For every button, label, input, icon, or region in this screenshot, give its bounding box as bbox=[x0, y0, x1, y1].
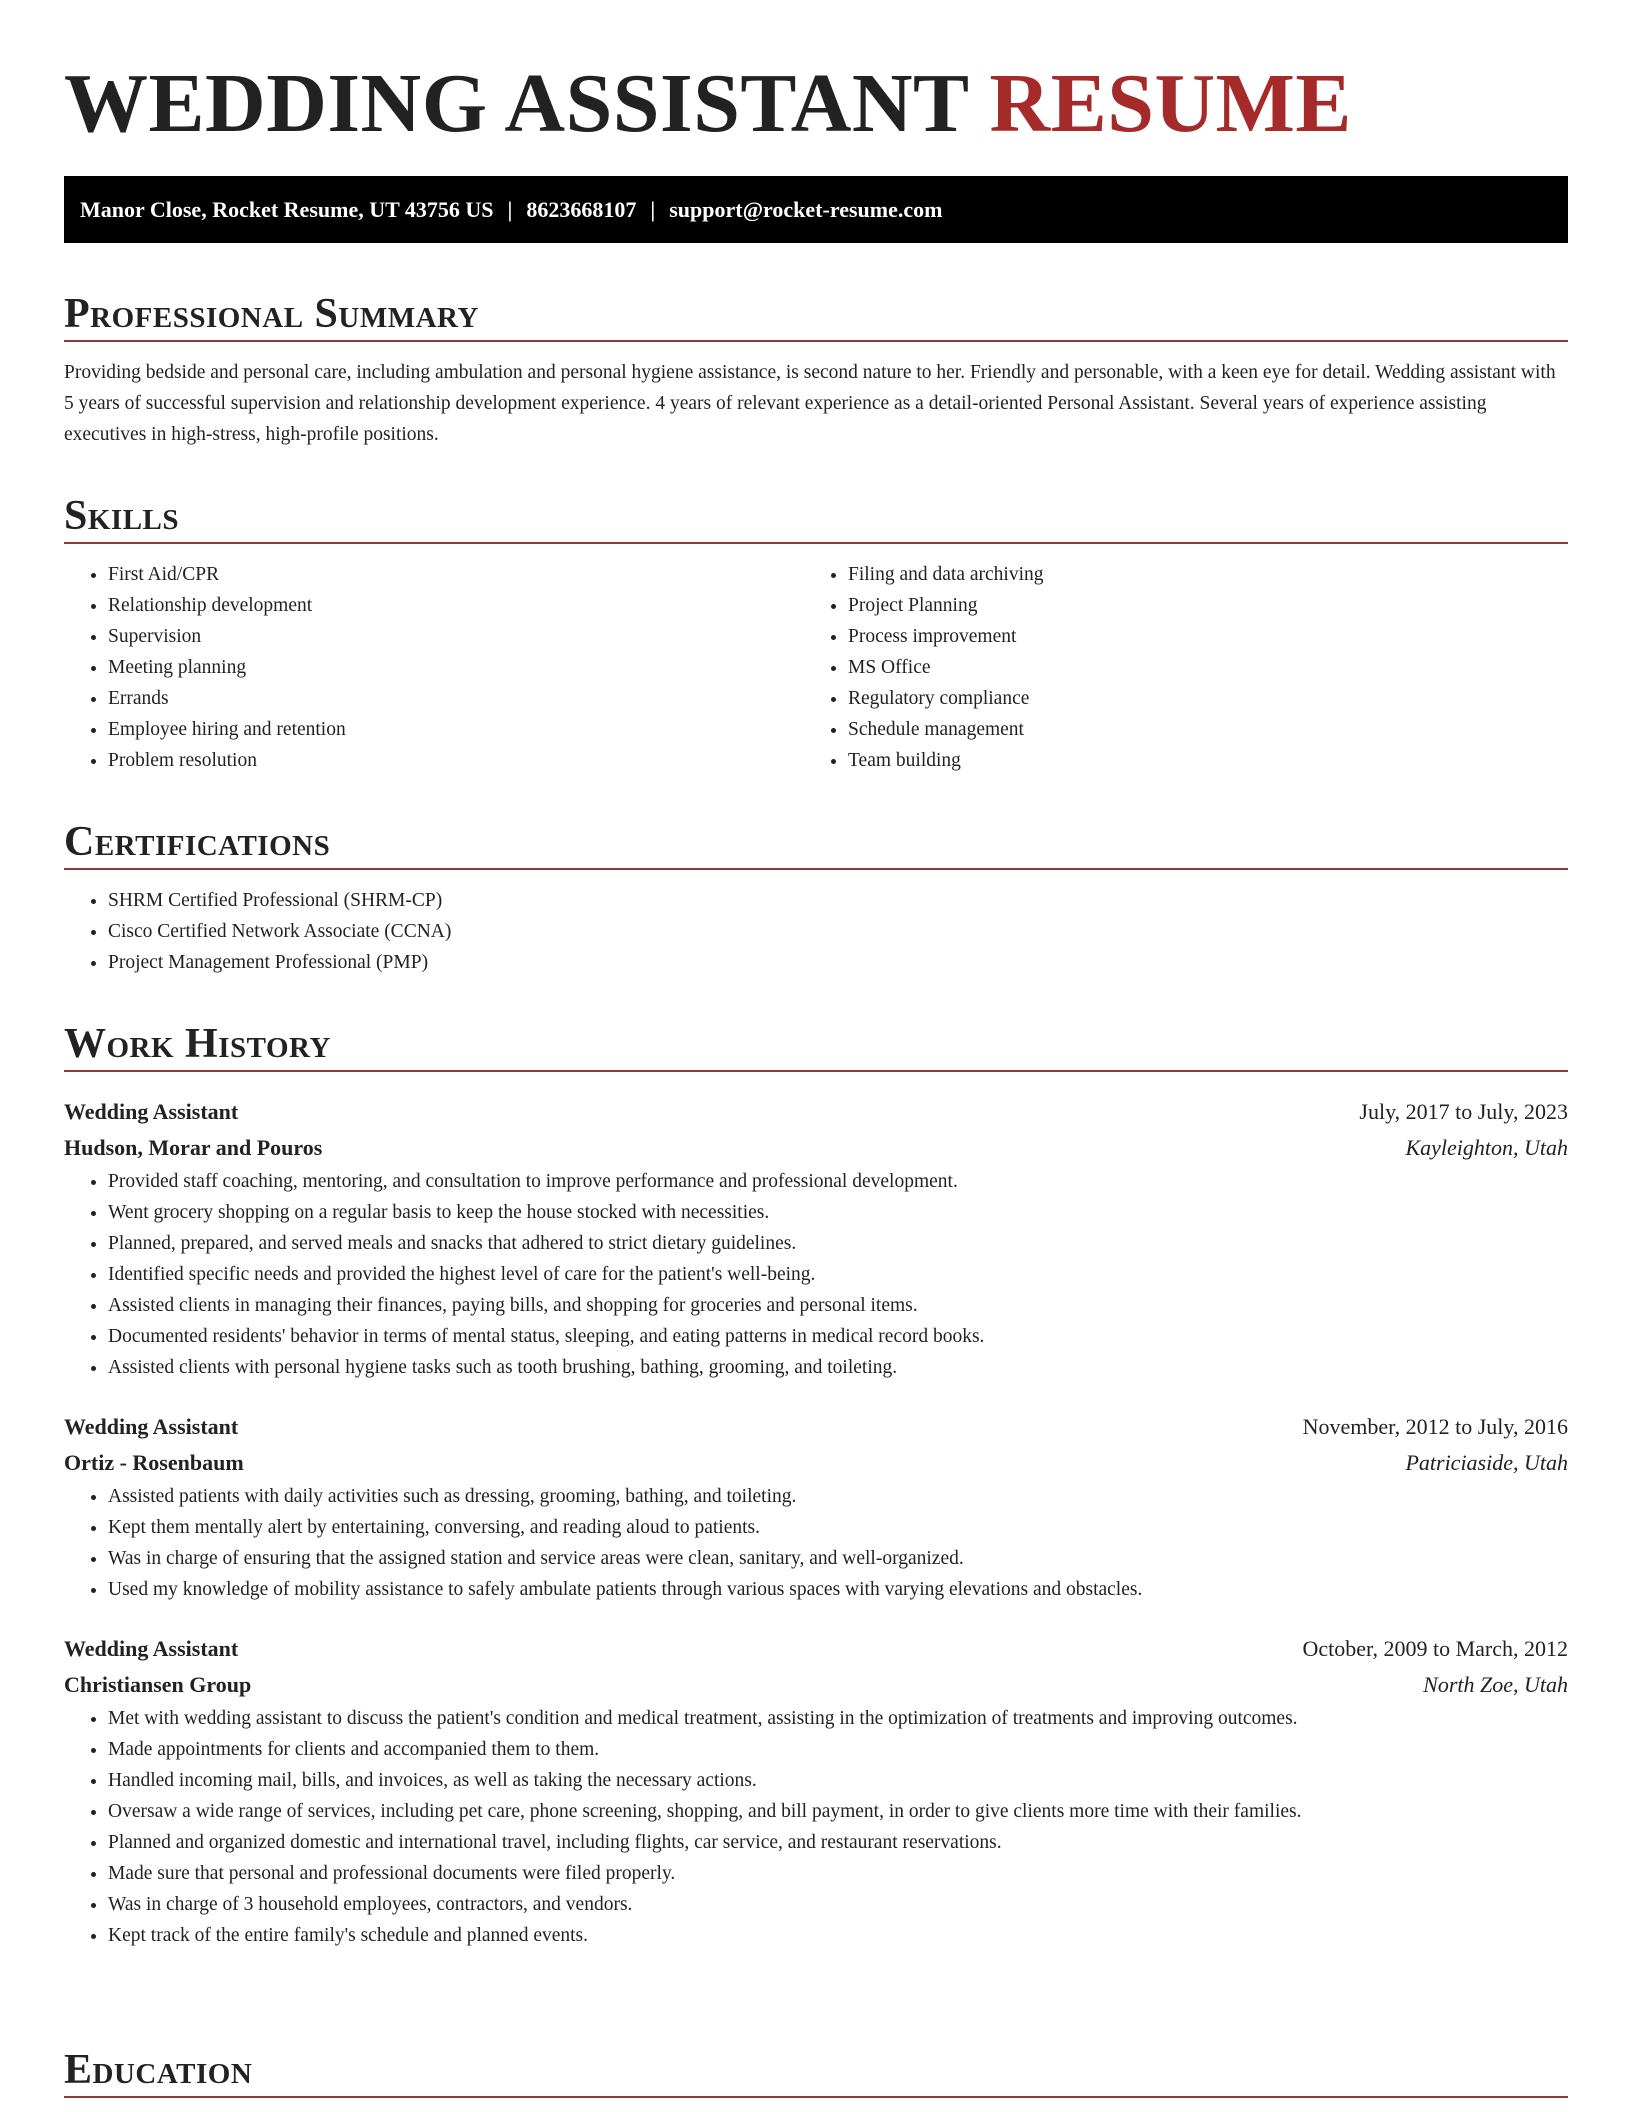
section-heading-work-history: Work History bbox=[64, 1021, 331, 1067]
contact-bar bbox=[64, 176, 1568, 243]
skill-item: • Filing and data archiving bbox=[848, 559, 1544, 590]
summary-text: Providing bedside and personal care, including ambulation and personal hygiene assistance, is second nature to her. Friendly and personable, with a keen eye for detail. Wedding assistant with 5 years of successful supervision and relationship development experience. 4 years of relevant experience as a detail-oriented Personal Assistant. Several years of experience assisting executives in high-stress, high-profile positions. bbox=[64, 362, 1556, 445]
section-divider bbox=[64, 2096, 1568, 2098]
job-company-row bbox=[64, 1130, 1568, 1166]
skill-item: • Supervision bbox=[108, 621, 804, 652]
job-bullet-list bbox=[64, 1166, 1568, 1383]
section-divider bbox=[64, 340, 1568, 342]
job-bullet: • Used my knowledge of mobility assistance to safely ambulate patients through various spaces with varying elevations and obstacles. bbox=[108, 1574, 1568, 1605]
job-title: Wedding Assistant bbox=[64, 1414, 239, 1439]
job-bullet: • Provided staff coaching, mentoring, and consultation to improve performance and professional development. bbox=[108, 1166, 1568, 1197]
education-section bbox=[64, 2044, 1568, 2098]
job-title: Wedding Assistant bbox=[64, 1636, 239, 1661]
job-bullet: • Oversaw a wide range of services, including pet care, phone screening, shopping, and bill payment, in order to give clients more time with their families. bbox=[108, 1796, 1568, 1827]
certification-item: • SHRM Certified Professional (SHRM-CP) bbox=[108, 885, 1568, 916]
contact-phone[interactable]: 8623668107 bbox=[526, 197, 637, 222]
skill-item: • Meeting planning bbox=[108, 652, 804, 683]
skills-grid bbox=[64, 559, 1568, 776]
section-heading-summary: Professional Summary bbox=[64, 291, 479, 337]
section-heading-skills: Skills bbox=[64, 493, 180, 539]
job-bullet: • Made sure that personal and professional documents were filed properly. bbox=[108, 1858, 1568, 1889]
job-title-row bbox=[64, 1631, 1568, 1667]
job-title: Wedding Assistant bbox=[64, 1099, 239, 1124]
section-divider bbox=[64, 1070, 1568, 1072]
job-bullet: • Identified specific needs and provided the highest level of care for the patient's well-being. bbox=[108, 1259, 1568, 1290]
contact-address: Manor Close, Rocket Resume, UT 43756 US bbox=[80, 197, 494, 222]
skills-column-left bbox=[64, 559, 804, 776]
skill-item: • Employee hiring and retention bbox=[108, 714, 804, 745]
job-bullet: • Kept them mentally alert by entertaining, conversing, and reading aloud to patients. bbox=[108, 1512, 1568, 1543]
section-heading-education: Education bbox=[64, 2047, 253, 2093]
skill-item: • Process improvement bbox=[848, 621, 1544, 652]
job-bullet: • Was in charge of 3 household employees, contractors, and vendors. bbox=[108, 1889, 1568, 1920]
job-title-row bbox=[64, 1409, 1568, 1445]
job-bullet: • Assisted clients with personal hygiene tasks such as tooth brushing, bathing, grooming, and toileting. bbox=[108, 1352, 1568, 1383]
certification-item: • Cisco Certified Network Associate (CCNA) bbox=[108, 916, 1568, 947]
job-company: Hudson, Morar and Pouros bbox=[64, 1135, 323, 1160]
job-bullet-list bbox=[64, 1703, 1568, 1951]
job-entry bbox=[64, 1631, 1568, 1951]
title-accent: RESUME bbox=[989, 57, 1352, 150]
skill-item: • Problem resolution bbox=[108, 745, 804, 776]
summary-section bbox=[64, 288, 1568, 450]
skill-item: • Relationship development bbox=[108, 590, 804, 621]
job-location: Patriciaside, Utah bbox=[1405, 1450, 1568, 1475]
job-entry bbox=[64, 1409, 1568, 1605]
job-bullet: • Documented residents' behavior in terms of mental status, sleeping, and eating patterns in medical record books. bbox=[108, 1321, 1568, 1352]
section-divider bbox=[64, 542, 1568, 544]
job-bullet: • Planned, prepared, and served meals and snacks that adhered to strict dietary guidelines. bbox=[108, 1228, 1568, 1259]
job-title-row bbox=[64, 1094, 1568, 1130]
job-location: Kayleighton, Utah bbox=[1405, 1135, 1568, 1160]
job-entry bbox=[64, 1094, 1568, 1383]
skill-item: • Team building bbox=[848, 745, 1544, 776]
jobs-list bbox=[64, 1094, 1568, 1951]
section-divider bbox=[64, 868, 1568, 870]
certifications-list bbox=[64, 885, 1568, 978]
skill-item: • Project Planning bbox=[848, 590, 1544, 621]
title-main: WEDDING ASSISTANT bbox=[64, 57, 969, 150]
job-bullet: • Was in charge of ensuring that the assigned station and service areas were clean, sanitary, and well-organized. bbox=[108, 1543, 1568, 1574]
job-bullet: • Went grocery shopping on a regular basis to keep the house stocked with necessities. bbox=[108, 1197, 1568, 1228]
skill-item: • Errands bbox=[108, 683, 804, 714]
section-heading-certifications: Certifications bbox=[64, 819, 331, 865]
work-history-section bbox=[64, 1018, 1568, 1951]
job-bullet: • Kept track of the entire family's schedule and planned events. bbox=[108, 1920, 1568, 1951]
job-dates: October, 2009 to March, 2012 bbox=[1302, 1636, 1568, 1661]
job-location: North Zoe, Utah bbox=[1423, 1672, 1568, 1697]
skill-item: • Regulatory compliance bbox=[848, 683, 1544, 714]
job-company-row bbox=[64, 1445, 1568, 1481]
job-bullet: • Planned and organized domestic and international travel, including flights, car service, and restaurant reservations. bbox=[108, 1827, 1568, 1858]
job-company: Ortiz - Rosenbaum bbox=[64, 1450, 244, 1475]
job-bullet: • Met with wedding assistant to discuss the patient's condition and medical treatment, assisting in the optimization of treatments and improving outcomes. bbox=[108, 1703, 1568, 1734]
skills-list-left bbox=[64, 559, 804, 776]
page-title bbox=[64, 0, 1568, 150]
job-dates: July, 2017 to July, 2023 bbox=[1359, 1099, 1568, 1124]
job-company-row bbox=[64, 1667, 1568, 1703]
job-bullet: • Made appointments for clients and accompanied them to them. bbox=[108, 1734, 1568, 1765]
contact-email[interactable]: support@rocket-resume.com bbox=[669, 197, 943, 222]
certifications-section bbox=[64, 816, 1568, 978]
job-company: Christiansen Group bbox=[64, 1672, 252, 1697]
job-bullet: • Assisted patients with daily activities such as dressing, grooming, bathing, and toileting. bbox=[108, 1481, 1568, 1512]
skill-item: • First Aid/CPR bbox=[108, 559, 804, 590]
skills-list-right bbox=[804, 559, 1544, 776]
job-bullet: • Assisted clients in managing their finances, paying bills, and shopping for groceries and personal items. bbox=[108, 1290, 1568, 1321]
skills-column-right bbox=[804, 559, 1544, 776]
contact-separator: | bbox=[650, 197, 656, 222]
skill-item: • Schedule management bbox=[848, 714, 1544, 745]
skills-section bbox=[64, 490, 1568, 776]
job-bullet: • Handled incoming mail, bills, and invoices, as well as taking the necessary actions. bbox=[108, 1765, 1568, 1796]
certification-item: • Project Management Professional (PMP) bbox=[108, 947, 1568, 978]
job-dates: November, 2012 to July, 2016 bbox=[1302, 1414, 1568, 1439]
contact-separator: | bbox=[507, 197, 513, 222]
job-bullet-list bbox=[64, 1481, 1568, 1605]
skill-item: • MS Office bbox=[848, 652, 1544, 683]
